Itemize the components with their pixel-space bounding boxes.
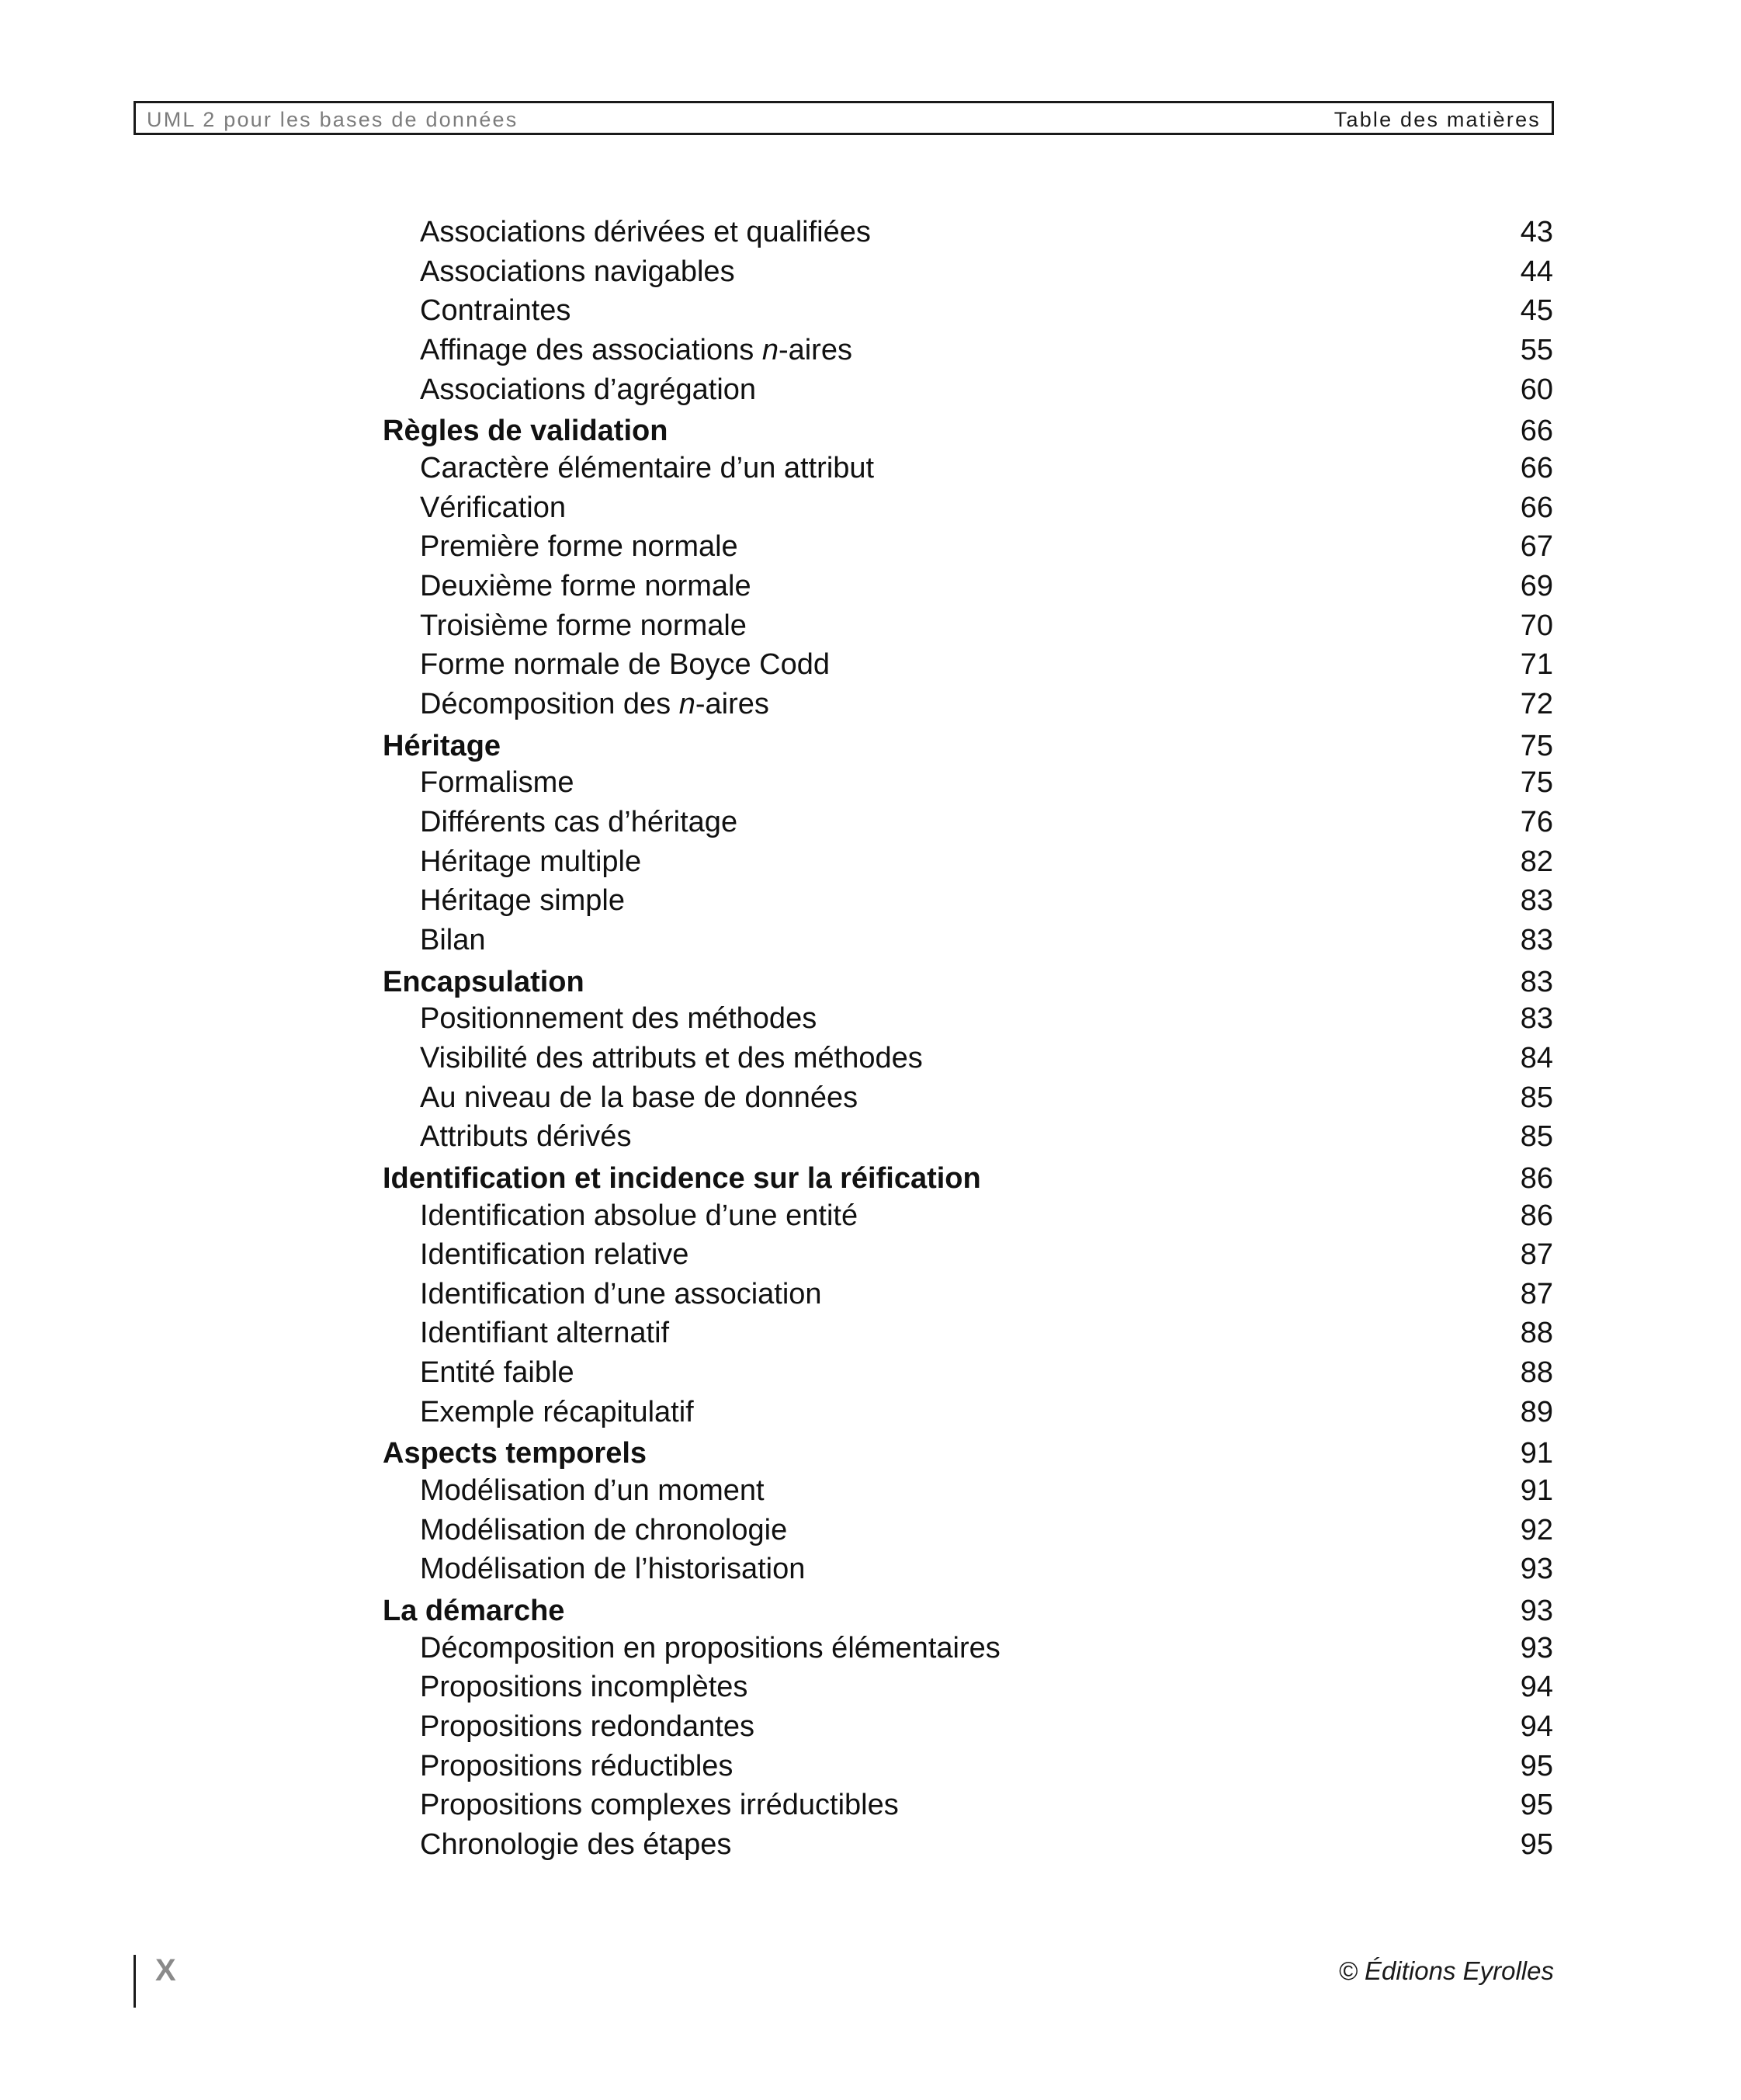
toc-page-number: 84 [1520, 1041, 1553, 1074]
toc-page-number: 67 [1520, 530, 1553, 564]
toc-entry-title-text: Modélisation de l’historisation [420, 1553, 806, 1586]
leader-dots [827, 1002, 1489, 1033]
toc-section-entry[interactable] [0, 1825, 1741, 1864]
toc-entry-title [420, 1825, 731, 1864]
toc-entry-title-text: Identification d’une association [420, 1277, 822, 1310]
toc-entry-title-text: Propositions complexes irréductibles [420, 1789, 899, 1822]
toc-entry-title [420, 1629, 1001, 1668]
leader-dots [934, 1042, 1489, 1073]
leader-dots [584, 766, 1489, 797]
toc-section-entry[interactable] [0, 1747, 1741, 1786]
toc-entry-title-text: Associations dérivées et qualifiées [420, 216, 871, 248]
toc-entry-title [420, 645, 830, 684]
toc-entry-title [420, 685, 769, 724]
toc-entry-title [420, 842, 641, 881]
toc-entry-title-suffix: -aires [778, 333, 852, 366]
page-folio: X [155, 1953, 176, 1987]
toc-entry-title-text: Décomposition des [420, 687, 671, 720]
toc-entry-title [383, 411, 668, 450]
toc-entry-title [420, 488, 566, 527]
toc-page-number: 83 [1520, 1002, 1553, 1036]
toc-entry-title [420, 1235, 688, 1274]
toc-page-number: 72 [1520, 687, 1553, 720]
toc-entry-title [383, 1591, 564, 1630]
toc-entry-title-text: La démarche [383, 1595, 565, 1628]
toc-section-entry[interactable] [0, 645, 1741, 684]
toc-section-entry[interactable] [0, 842, 1741, 881]
toc-section-entry[interactable] [0, 527, 1741, 566]
toc-entry-title-text: Caractère élémentaire d’un attribut [420, 451, 875, 484]
toc-entry-title-text: Propositions réductibles [420, 1749, 734, 1782]
toc-chapter-entry[interactable] [0, 1591, 1741, 1630]
toc-entry-title-text: Héritage [383, 729, 501, 762]
toc-page-number: 76 [1520, 805, 1553, 838]
leader-dots [833, 1278, 1489, 1309]
toc-section-entry[interactable] [0, 1314, 1741, 1352]
leader-dots [595, 966, 1489, 997]
toc-entry-title [420, 370, 756, 409]
toc-page-number: 94 [1520, 1671, 1553, 1704]
leader-dots [863, 334, 1489, 365]
toc-entry-title [420, 803, 737, 842]
toc-chapter-entry[interactable] [0, 727, 1741, 765]
toc-entry-title-italic: n [761, 333, 779, 366]
toc-entry-title-text: Bilan [420, 923, 486, 956]
toc-entry-title [420, 252, 735, 291]
toc-page-number: 66 [1520, 415, 1553, 448]
toc-page-number: 83 [1520, 884, 1553, 918]
toc-chapter-entry[interactable] [0, 1434, 1741, 1473]
toc-page-number: 85 [1520, 1120, 1553, 1154]
toc-page-number: 91 [1520, 1474, 1553, 1508]
toc-page-number: 92 [1520, 1513, 1553, 1546]
toc-page-number: 88 [1520, 1317, 1553, 1350]
leader-dots [816, 1553, 1489, 1584]
leader-dots [585, 1356, 1489, 1387]
toc-section-entry[interactable] [0, 763, 1741, 802]
toc-page-number: 60 [1520, 373, 1553, 406]
toc-page-number: 95 [1520, 1828, 1553, 1862]
toc-page-number: 70 [1520, 609, 1553, 642]
leader-dots [748, 806, 1489, 837]
toc-entry-title [420, 1786, 899, 1824]
toc-entry-title [383, 1434, 647, 1473]
toc-entry-title [420, 331, 852, 370]
toc-entry-title-text: Forme normale de Boyce Codd [420, 648, 831, 682]
toc-section-entry[interactable] [0, 1196, 1741, 1235]
toc-section-entry[interactable] [0, 1235, 1741, 1274]
toc-section-entry[interactable] [0, 213, 1741, 252]
toc-page-number: 66 [1520, 491, 1553, 524]
toc-entry-title-text: Modélisation d’un moment [420, 1474, 765, 1508]
leader-dots [742, 1828, 1489, 1859]
toc-page-number: 66 [1520, 451, 1553, 484]
toc-entry-title-text: Positionnement des méthodes [420, 1002, 817, 1036]
toc-page-number: 75 [1520, 729, 1553, 762]
toc-page-number: 94 [1520, 1710, 1553, 1744]
toc-section-entry[interactable] [0, 606, 1741, 645]
publisher-credit: © Éditions Eyrolles [1338, 1956, 1554, 1985]
leader-dots [841, 648, 1489, 679]
leader-dots [744, 1750, 1489, 1781]
leader-dots [762, 570, 1489, 601]
toc-section-entry[interactable] [0, 1668, 1741, 1706]
toc-section-entry[interactable] [0, 1786, 1741, 1824]
toc-entry-title [420, 1747, 733, 1786]
toc-page-number: 88 [1520, 1356, 1553, 1390]
toc-entry-title-text: Identification relative [420, 1238, 689, 1272]
toc-entry-title-text: Visibilité des attributs et des méthodes [420, 1041, 923, 1074]
toc-entry-title [420, 291, 571, 330]
toc-entry-title-text: Associations d’agrégation [420, 373, 757, 406]
leader-dots [699, 1238, 1489, 1269]
toc-entry-title [420, 1196, 858, 1235]
toc-section-entry[interactable] [0, 567, 1741, 606]
toc-page-number: 93 [1520, 1631, 1553, 1664]
toc-page-number: 45 [1520, 294, 1553, 328]
leader-dots [765, 1710, 1489, 1741]
toc-entry-title-text: Au niveau de la base de données [420, 1081, 858, 1114]
toc-chapter-entry[interactable] [0, 963, 1741, 1001]
toc-page-number: 83 [1520, 965, 1553, 998]
toc-entry-title [420, 449, 874, 488]
toc-section-entry[interactable] [0, 488, 1741, 527]
toc-entry-title-text: Chronologie des étapes [420, 1828, 732, 1862]
toc-entry-title [420, 567, 751, 606]
toc-entry-title [420, 1471, 765, 1510]
toc-entry-title-text: Attributs dérivés [420, 1120, 632, 1154]
leader-dots [746, 255, 1489, 286]
toc-entry-title-text: Héritage simple [420, 884, 625, 918]
toc-entry-title-text: Vérification [420, 491, 566, 524]
toc-entry-title-text: Modélisation de chronologie [420, 1513, 788, 1546]
leader-dots [775, 1474, 1489, 1505]
leader-dots [780, 688, 1489, 719]
toc-section-entry[interactable] [0, 1353, 1741, 1392]
leader-dots [678, 415, 1489, 446]
footer-rule [134, 1955, 136, 2008]
leader-dots [581, 294, 1489, 325]
leader-dots [869, 1199, 1489, 1230]
toc-page-number: 86 [1520, 1161, 1553, 1195]
leader-dots [749, 530, 1489, 561]
toc-entry-title-text: Identifiant alternatif [420, 1317, 670, 1350]
leader-dots [636, 884, 1489, 915]
leader-dots [705, 1396, 1489, 1427]
toc-page-number: 83 [1520, 923, 1553, 956]
leader-dots [798, 1514, 1489, 1545]
toc-page-number: 87 [1520, 1277, 1553, 1310]
toc-entry-title [420, 1707, 754, 1746]
toc-page-number: 75 [1520, 766, 1553, 800]
toc-entry-title [383, 1159, 981, 1198]
toc-entry-title-text: Exemple récapitulatif [420, 1395, 694, 1428]
toc-page-number: 95 [1520, 1789, 1553, 1822]
toc-entry-title [420, 1314, 669, 1352]
toc-section-entry[interactable] [0, 1629, 1741, 1668]
toc-entry-title [420, 1393, 694, 1432]
toc-entry-title-text: Héritage multiple [420, 845, 642, 878]
toc-entry-title-text: Identification et incidence sur la réification [383, 1161, 981, 1195]
toc-page-number: 71 [1520, 648, 1553, 682]
toc-page-number: 86 [1520, 1199, 1553, 1232]
leader-dots [575, 1595, 1489, 1626]
toc-entry-title-text: Formalisme [420, 766, 574, 800]
toc-entry-title-text: Aspects temporels [383, 1437, 647, 1470]
toc-section-entry[interactable] [0, 999, 1741, 1038]
toc-entry-title-text: Entité faible [420, 1356, 574, 1390]
toc-section-entry[interactable] [0, 1039, 1741, 1078]
toc-entry-title-text: Décomposition en propositions élémentaires [420, 1631, 1001, 1664]
leader-dots [882, 216, 1489, 247]
leader-dots [657, 1437, 1489, 1468]
toc-page-number: 82 [1520, 845, 1553, 878]
leader-dots [758, 1671, 1489, 1702]
toc-entry-title-text: Différents cas d’héritage [420, 805, 738, 838]
leader-dots [1011, 1632, 1489, 1663]
leader-dots [652, 845, 1489, 876]
toc-section-entry[interactable] [0, 1393, 1741, 1432]
toc-entry-title [420, 763, 574, 802]
leader-dots [577, 491, 1489, 522]
toc-entry-title-text: Propositions incomplètes [420, 1671, 748, 1704]
toc-entry-title [420, 1275, 822, 1314]
leader-dots [910, 1789, 1489, 1820]
toc-entry-title [420, 1039, 923, 1078]
leader-dots [767, 373, 1489, 404]
toc-entry-title [420, 881, 625, 920]
toc-entry-title-suffix: -aires [695, 687, 769, 720]
toc-entry-title [420, 921, 486, 960]
toc-page-number: 93 [1520, 1595, 1553, 1628]
toc-entry-title-text: Propositions redondantes [420, 1710, 754, 1744]
toc-entry-title [383, 963, 584, 1001]
toc-entry-title-text: Règles de validation [383, 415, 668, 448]
toc-section-entry[interactable] [0, 1707, 1741, 1746]
toc-entry-title-text: Contraintes [420, 294, 571, 328]
toc-page-number: 55 [1520, 333, 1553, 366]
toc-entry-title [420, 213, 871, 252]
toc-section-entry[interactable] [0, 1078, 1741, 1117]
toc-entry-title [420, 1550, 805, 1588]
toc-page-number: 44 [1520, 255, 1553, 288]
toc-entry-title-italic: n [678, 687, 695, 720]
toc-section-entry[interactable] [0, 291, 1741, 330]
toc-entry-title-text: Associations navigables [420, 255, 735, 288]
toc-section-entry[interactable] [0, 252, 1741, 291]
leader-dots [869, 1081, 1489, 1112]
toc-section-entry[interactable] [0, 1275, 1741, 1314]
toc-entry-title [420, 527, 738, 566]
toc-section-entry[interactable] [0, 1117, 1741, 1156]
toc-page-number: 95 [1520, 1749, 1553, 1782]
toc-chapter-entry[interactable] [0, 1159, 1741, 1198]
toc-entry-title [420, 1511, 787, 1550]
toc-section-entry[interactable] [0, 1471, 1741, 1510]
toc-entry-title [420, 1117, 631, 1156]
toc-entry-title-text: Deuxième forme normale [420, 569, 751, 602]
toc-entry-title [420, 1353, 574, 1392]
leader-dots [758, 609, 1489, 640]
toc-page-number: 87 [1520, 1238, 1553, 1272]
toc-page-number: 85 [1520, 1081, 1553, 1114]
toc-entry-title-text: Identification absolue d’une entité [420, 1199, 858, 1232]
toc-page-number: 91 [1520, 1437, 1553, 1470]
toc-page-number: 93 [1520, 1553, 1553, 1586]
toc-entry-title [420, 1668, 747, 1706]
book-title: UML 2 pour les bases de données [147, 108, 518, 131]
toc-section-entry[interactable] [0, 331, 1741, 370]
section-title: Table des matières [1333, 108, 1541, 131]
toc-section-entry[interactable] [0, 803, 1741, 842]
toc-entry-title-text: Encapsulation [383, 965, 584, 998]
toc-entry-title [383, 727, 501, 765]
toc-entry-title [420, 999, 817, 1038]
leader-dots [497, 924, 1489, 955]
toc-section-entry[interactable] [0, 921, 1741, 960]
toc-section-entry[interactable] [0, 881, 1741, 920]
toc-page-number: 69 [1520, 569, 1553, 602]
leader-dots [680, 1317, 1489, 1348]
leader-dots [642, 1120, 1489, 1151]
toc-section-entry[interactable] [0, 685, 1741, 724]
toc-section-entry[interactable] [0, 449, 1741, 488]
toc-chapter-entry[interactable] [0, 411, 1741, 450]
toc-entry-title-text: Affinage des associations [420, 333, 754, 366]
toc-entry-title-text: Troisième forme normale [420, 609, 747, 642]
toc-section-entry[interactable] [0, 1511, 1741, 1550]
toc-entry-title [420, 1078, 858, 1117]
toc-section-entry[interactable] [0, 1550, 1741, 1588]
toc-section-entry[interactable] [0, 370, 1741, 409]
leader-dots [992, 1162, 1489, 1193]
running-header [134, 101, 1554, 135]
leader-dots [512, 730, 1489, 761]
toc-entry-title-text: Première forme normale [420, 530, 738, 564]
leader-dots [885, 452, 1489, 483]
toc-page-number: 43 [1520, 216, 1553, 248]
toc-page-number: 89 [1520, 1395, 1553, 1428]
toc-entry-title [420, 606, 747, 645]
